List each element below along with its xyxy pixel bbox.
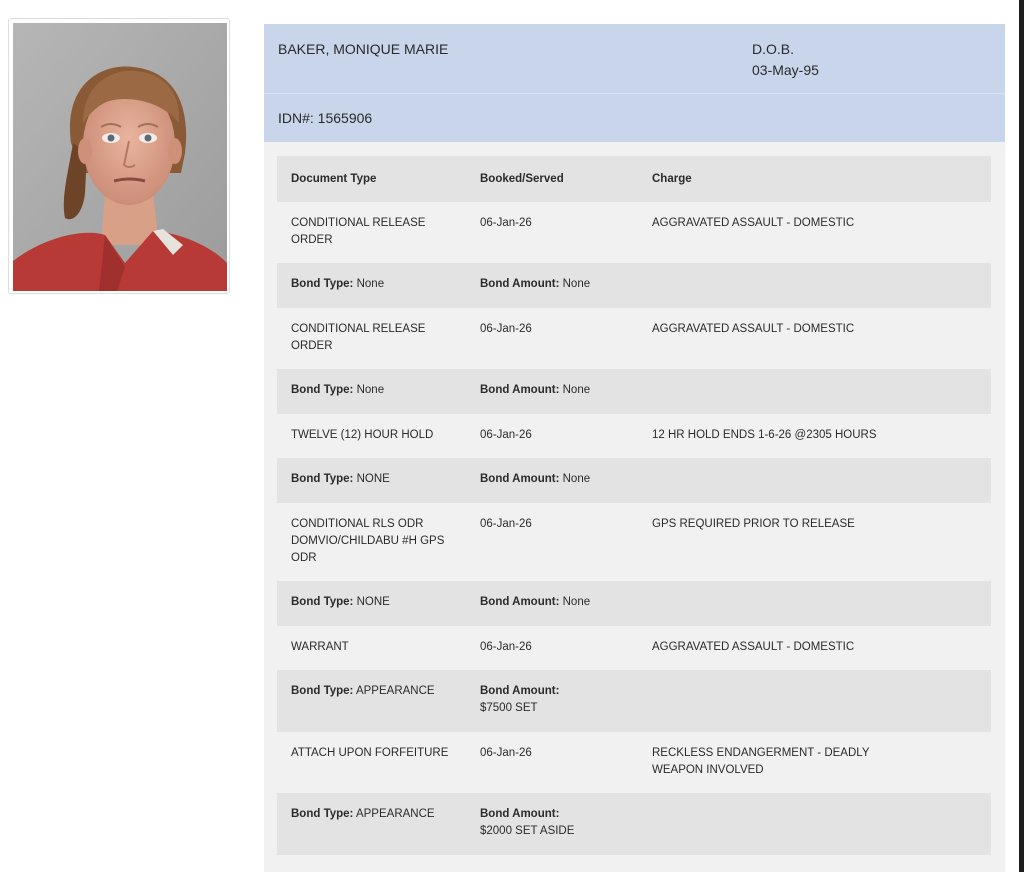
bond-amount: [466, 581, 638, 626]
charge-row: [277, 503, 991, 581]
inmate-detail-panel: [264, 24, 1005, 872]
charges-table: [277, 156, 991, 855]
bond-row: [277, 369, 991, 414]
bond-type-value: NONE: [356, 473, 390, 485]
charge: RECKLESS ENDANGERMENT - DEADLY WEAPON INVOLVED: [652, 747, 870, 776]
bond-empty-cell: [638, 263, 991, 308]
booking-photo-card: [8, 18, 230, 294]
document-type: ATTACH UPON FORFEITURE: [291, 747, 449, 759]
bond-amount: [466, 369, 638, 414]
booked-served: 06-Jan-26: [480, 641, 532, 653]
charge: AGGRAVATED ASSAULT - DOMESTIC: [652, 217, 855, 229]
charge: 12 HR HOLD ENDS 1-6-26 @2305 HOURS: [652, 429, 877, 441]
bond-type-value: APPEARANCE: [355, 808, 435, 820]
bond-row: [277, 581, 991, 626]
document-type: CONDITIONAL RLS ODR DOMVIO/CHILDABU #H GPS ODR: [291, 518, 445, 564]
bond-empty-cell: [638, 670, 991, 732]
bond-amount: [466, 793, 638, 855]
bond-type-value: None: [356, 384, 385, 396]
column-header-booked-served: Booked/Served: [480, 172, 564, 185]
inmate-header: [264, 24, 1005, 142]
bond-row: [277, 793, 991, 855]
booking-photo: [13, 23, 227, 291]
booked-served: 06-Jan-26: [480, 323, 532, 335]
bond-empty-cell: [638, 458, 991, 503]
document-type: WARRANT: [291, 641, 349, 653]
bond-amount-value: $2000 SET ASIDE: [480, 825, 575, 837]
bond-amount-value: None: [562, 473, 591, 485]
bond-type: [277, 581, 466, 626]
bond-amount-label: Bond Amount:: [480, 596, 560, 608]
bond-row: [277, 458, 991, 503]
bond-type-label: Bond Type:: [291, 278, 354, 290]
bond-amount-value: $7500 SET: [480, 702, 538, 714]
bond-type-label: Bond Type:: [291, 685, 354, 697]
inmate-name: BAKER, MONIQUE MARIE: [278, 41, 449, 57]
bond-row: [277, 263, 991, 308]
bond-amount: [466, 670, 638, 732]
bond-amount: [466, 458, 638, 503]
document-type: CONDITIONAL RELEASE ORDER: [291, 323, 426, 352]
booked-served: 06-Jan-26: [480, 217, 532, 229]
bond-type: [277, 458, 466, 503]
bond-type-label: Bond Type:: [291, 808, 354, 820]
booked-served: 06-Jan-26: [480, 429, 532, 441]
bond-amount-value: None: [562, 278, 591, 290]
dob-label: D.O.B.: [752, 41, 795, 57]
bond-type-label: Bond Type:: [291, 473, 354, 485]
header-divider: [264, 93, 1005, 94]
bond-amount-label: Bond Amount:: [480, 808, 560, 820]
bond-type: [277, 263, 466, 308]
charge: AGGRAVATED ASSAULT - DOMESTIC: [652, 323, 855, 335]
document-type: TWELVE (12) HOUR HOLD: [291, 429, 434, 441]
bond-type-label: Bond Type:: [291, 384, 354, 396]
bond-type: [277, 670, 466, 732]
bond-type-value: None: [356, 278, 385, 290]
table-header-row: [277, 156, 991, 202]
bond-empty-cell: [638, 581, 991, 626]
idn-number: IDN#: 1565906: [278, 110, 373, 126]
window-edge: [1019, 0, 1024, 872]
bond-empty-cell: [638, 369, 991, 414]
bond-amount: [466, 263, 638, 308]
bond-type-value: APPEARANCE: [355, 685, 435, 697]
bond-amount-value: None: [562, 596, 591, 608]
booked-served: 06-Jan-26: [480, 518, 532, 530]
bond-amount-label: Bond Amount:: [480, 384, 560, 396]
column-header-document-type: Document Type: [291, 172, 377, 185]
bond-empty-cell: [638, 793, 991, 855]
charge-row: [277, 732, 991, 793]
charge-row: [277, 202, 991, 263]
charge: AGGRAVATED ASSAULT - DOMESTIC: [652, 641, 855, 653]
bond-type-value: NONE: [356, 596, 390, 608]
booked-served: 06-Jan-26: [480, 747, 532, 759]
charge: GPS REQUIRED PRIOR TO RELEASE: [652, 518, 855, 530]
bond-amount-label: Bond Amount:: [480, 685, 560, 697]
dob-value: 03-May-95: [752, 62, 819, 78]
column-header-charge: Charge: [652, 172, 692, 185]
bond-type: [277, 369, 466, 414]
bond-type-label: Bond Type:: [291, 596, 354, 608]
charge-row: [277, 626, 991, 670]
bond-amount-label: Bond Amount:: [480, 278, 560, 290]
charge-row: [277, 414, 991, 458]
bond-type: [277, 793, 466, 855]
charge-row: [277, 308, 991, 369]
bond-amount-value: None: [562, 384, 591, 396]
bond-row: [277, 670, 991, 732]
document-type: CONDITIONAL RELEASE ORDER: [291, 217, 426, 246]
bond-amount-label: Bond Amount:: [480, 473, 560, 485]
